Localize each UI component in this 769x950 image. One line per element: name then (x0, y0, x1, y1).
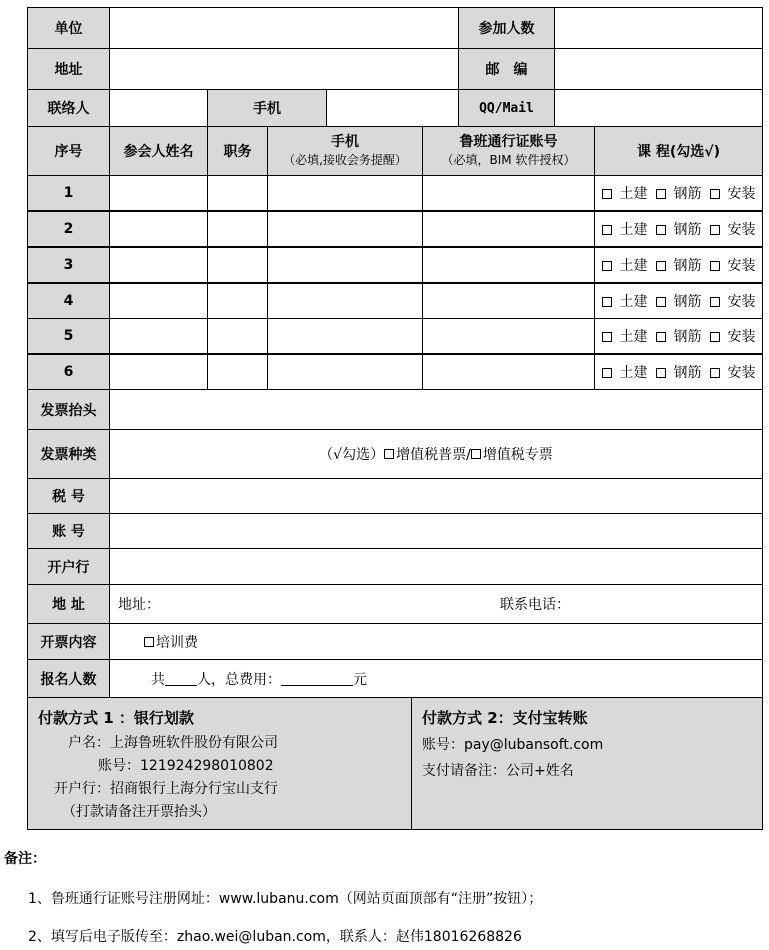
payment-alipay-box (411, 697, 763, 830)
payment-bank-acct: 账号：121924298010802 (98, 758, 274, 774)
checkbox-icon[interactable] (710, 225, 720, 235)
course-options (594, 247, 763, 283)
notes-line2: 2、填写后电子版传至：zhao.wei@luban.com，联系人：赵伟18016268826 (28, 929, 522, 945)
course-options (594, 211, 763, 247)
postcode-label: 邮 编 (458, 48, 555, 90)
course-option[interactable] (710, 362, 756, 382)
checkbox-icon[interactable] (656, 261, 666, 271)
row-number: 2 (27, 211, 110, 247)
course-option-label: 安装 (727, 258, 756, 274)
col-account (422, 126, 595, 176)
invoice-addr-field[interactable] (109, 584, 763, 624)
content-label: 开票内容 (27, 623, 110, 660)
course-option[interactable] (710, 183, 756, 203)
course-option-label: 安装 (727, 329, 756, 345)
contact-label: 联络人 (27, 89, 110, 127)
course-option[interactable] (602, 183, 648, 203)
checkbox-icon[interactable] (384, 449, 394, 459)
invoice-tel-text: 联系电话： (500, 597, 570, 613)
count-label: 报名人数 (27, 659, 110, 698)
phone-label: 手机 (207, 89, 327, 127)
invoice-type-field (109, 429, 763, 479)
course-option[interactable] (710, 291, 756, 311)
course-option[interactable] (656, 326, 702, 346)
invoice-title-field[interactable] (109, 389, 763, 430)
bank-field[interactable] (109, 548, 763, 585)
checkbox-icon[interactable] (602, 225, 612, 235)
account-field[interactable] (109, 513, 763, 549)
checkbox-icon[interactable] (471, 449, 481, 459)
payment-bank-note: （打款请备注开票抬头） (62, 804, 216, 820)
phone-field[interactable] (326, 89, 459, 127)
course-option[interactable] (656, 362, 702, 382)
course-option-label: 土建 (619, 186, 648, 202)
course-option[interactable] (602, 362, 648, 382)
payment-alipay-acct: 账号：pay@lubansoft.com (422, 737, 604, 753)
attendee-account-field[interactable] (422, 318, 595, 354)
payment-bank-title: 付款方式 1 ：银行划款 (38, 709, 194, 727)
attendee-account-field[interactable] (422, 175, 595, 211)
attendee-phone-field[interactable] (267, 175, 423, 211)
checkbox-icon[interactable] (602, 297, 612, 307)
attendee-phone-field[interactable] (267, 283, 423, 319)
checkbox-icon[interactable] (656, 368, 666, 378)
attendee-name-field[interactable] (109, 175, 208, 211)
course-option-label: 安装 (727, 365, 756, 381)
checkbox-icon[interactable] (710, 368, 720, 378)
course-option[interactable] (656, 255, 702, 275)
attendee-title-field[interactable] (207, 283, 268, 319)
course-option[interactable] (602, 219, 648, 239)
course-option-label: 安装 (727, 294, 756, 310)
attendee-account-field[interactable] (422, 354, 595, 390)
invoice-title-label: 发票抬头 (27, 389, 110, 430)
payment-alipay-title: 付款方式 2：支付宝转账 (422, 709, 588, 727)
col-phone-note: （必填,接收会务提醒） (283, 153, 407, 167)
col-no: 序号 (27, 126, 110, 176)
attendee-name-field[interactable] (109, 247, 208, 283)
row-number: 3 (27, 247, 110, 283)
course-option[interactable] (602, 255, 648, 275)
course-option-label: 土建 (619, 329, 648, 345)
col-account-note: （必填，BIM 软件授权） (441, 153, 576, 167)
course-option-label: 土建 (619, 222, 648, 238)
notes-title: 备注： (4, 851, 46, 867)
unit-field[interactable] (109, 7, 459, 49)
row-number: 4 (27, 283, 110, 319)
content-opt: 培训费 (156, 634, 198, 651)
course-option-label: 钢筋 (673, 329, 702, 345)
col-phone-title: 手机 (331, 134, 359, 150)
course-option-label: 土建 (619, 365, 648, 381)
checkbox-icon[interactable] (656, 225, 666, 235)
checkbox-icon[interactable] (602, 261, 612, 271)
attendee-phone-field[interactable] (267, 211, 423, 247)
attendee-title-field[interactable] (207, 318, 268, 354)
count-field (109, 659, 763, 698)
payment-alipay-note: 支付请备注：公司+姓名 (422, 763, 574, 779)
checkbox-icon[interactable] (602, 189, 612, 199)
checkbox-icon[interactable] (710, 332, 720, 342)
checkbox-icon[interactable] (602, 332, 612, 342)
invoice-type-opt1: 增值税普票/ (396, 447, 471, 463)
course-option-label: 钢筋 (673, 294, 702, 310)
course-option[interactable] (710, 219, 756, 239)
attendee-name-field[interactable] (109, 283, 208, 319)
row-number: 1 (27, 175, 110, 211)
course-option[interactable] (656, 183, 702, 203)
invoice-addr-label: 地 址 (27, 584, 110, 624)
checkbox-icon[interactable] (710, 261, 720, 271)
attendee-name-field[interactable] (109, 318, 208, 354)
bank-label: 开户行 (27, 548, 110, 585)
course-options (594, 283, 763, 319)
notes-line1: 1、鲁班通行证账号注册网址：www.lubanu.com（网站页面顶部有“注册”按钮）； (28, 891, 543, 907)
course-options (594, 318, 763, 354)
total-blank[interactable] (281, 671, 353, 686)
attendees-field[interactable] (554, 7, 763, 49)
attendee-phone-field[interactable] (267, 318, 423, 354)
tax-label: 税 号 (27, 478, 110, 514)
checkbox-icon[interactable] (710, 297, 720, 307)
course-option-label: 钢筋 (673, 365, 702, 381)
attendee-account-field[interactable] (422, 211, 595, 247)
col-course: 课 程(勾选√) (594, 126, 763, 176)
course-option-label: 安装 (727, 186, 756, 202)
attendee-phone-field[interactable] (267, 354, 423, 390)
content-field (109, 623, 763, 660)
qq-label: QQ/Mail (458, 89, 555, 127)
tax-field[interactable] (109, 478, 763, 514)
attendee-account-field[interactable] (422, 247, 595, 283)
col-account-title: 鲁班通行证账号 (459, 134, 558, 150)
attendee-name-field[interactable] (109, 211, 208, 247)
course-option[interactable] (602, 326, 648, 346)
address-field[interactable] (109, 48, 459, 90)
course-option-label: 钢筋 (673, 222, 702, 238)
checkbox-icon[interactable] (656, 297, 666, 307)
count-blank[interactable] (165, 671, 197, 686)
count-mid: 人，总费用： (197, 671, 281, 688)
attendee-phone-field[interactable] (267, 247, 423, 283)
checkbox-icon[interactable] (656, 332, 666, 342)
checkbox-icon[interactable] (144, 637, 154, 647)
unit-label: 单位 (27, 7, 110, 49)
course-options (594, 175, 763, 211)
attendee-title-field[interactable] (207, 211, 268, 247)
count-pre: 共 (151, 671, 165, 688)
course-option-label: 土建 (619, 258, 648, 274)
col-title: 职务 (207, 126, 268, 176)
course-option-label: 钢筋 (673, 258, 702, 274)
col-phone (267, 126, 423, 176)
payment-bank-box (27, 697, 412, 830)
postcode-field[interactable] (554, 48, 763, 90)
attendee-title-field[interactable] (207, 354, 268, 390)
attendee-title-field[interactable] (207, 175, 268, 211)
attendee-name-field[interactable] (109, 354, 208, 390)
invoice-type-hint: （√勾选） (319, 447, 385, 463)
course-option[interactable] (656, 219, 702, 239)
count-post: 元 (353, 671, 367, 688)
checkbox-icon[interactable] (710, 189, 720, 199)
course-option-label: 钢筋 (673, 186, 702, 202)
attendee-title-field[interactable] (207, 247, 268, 283)
course-option-label: 土建 (619, 294, 648, 310)
row-number: 5 (27, 318, 110, 354)
checkbox-icon[interactable] (602, 368, 612, 378)
course-option[interactable] (602, 291, 648, 311)
address-label: 地址 (27, 48, 110, 90)
attendee-account-field[interactable] (422, 283, 595, 319)
course-option[interactable] (710, 255, 756, 275)
qq-field[interactable] (554, 89, 763, 127)
course-options (594, 354, 763, 390)
payment-bank-branch: 开户行：招商银行上海分行宝山支行 (54, 781, 278, 797)
row-number: 6 (27, 354, 110, 390)
checkbox-icon[interactable] (656, 189, 666, 199)
contact-field[interactable] (109, 89, 208, 127)
account-label: 账 号 (27, 513, 110, 549)
payment-bank-name: 户名：上海鲁班软件股份有限公司 (68, 735, 278, 751)
attendees-label: 参加人数 (458, 7, 555, 49)
course-option[interactable] (710, 326, 756, 346)
col-name: 参会人姓名 (109, 126, 208, 176)
invoice-type-label: 发票种类 (27, 429, 110, 479)
course-option-label: 安装 (727, 222, 756, 238)
invoice-type-opt2: 增值税专票 (482, 447, 553, 463)
course-option[interactable] (656, 291, 702, 311)
invoice-addr-text: 地址： (118, 597, 160, 613)
